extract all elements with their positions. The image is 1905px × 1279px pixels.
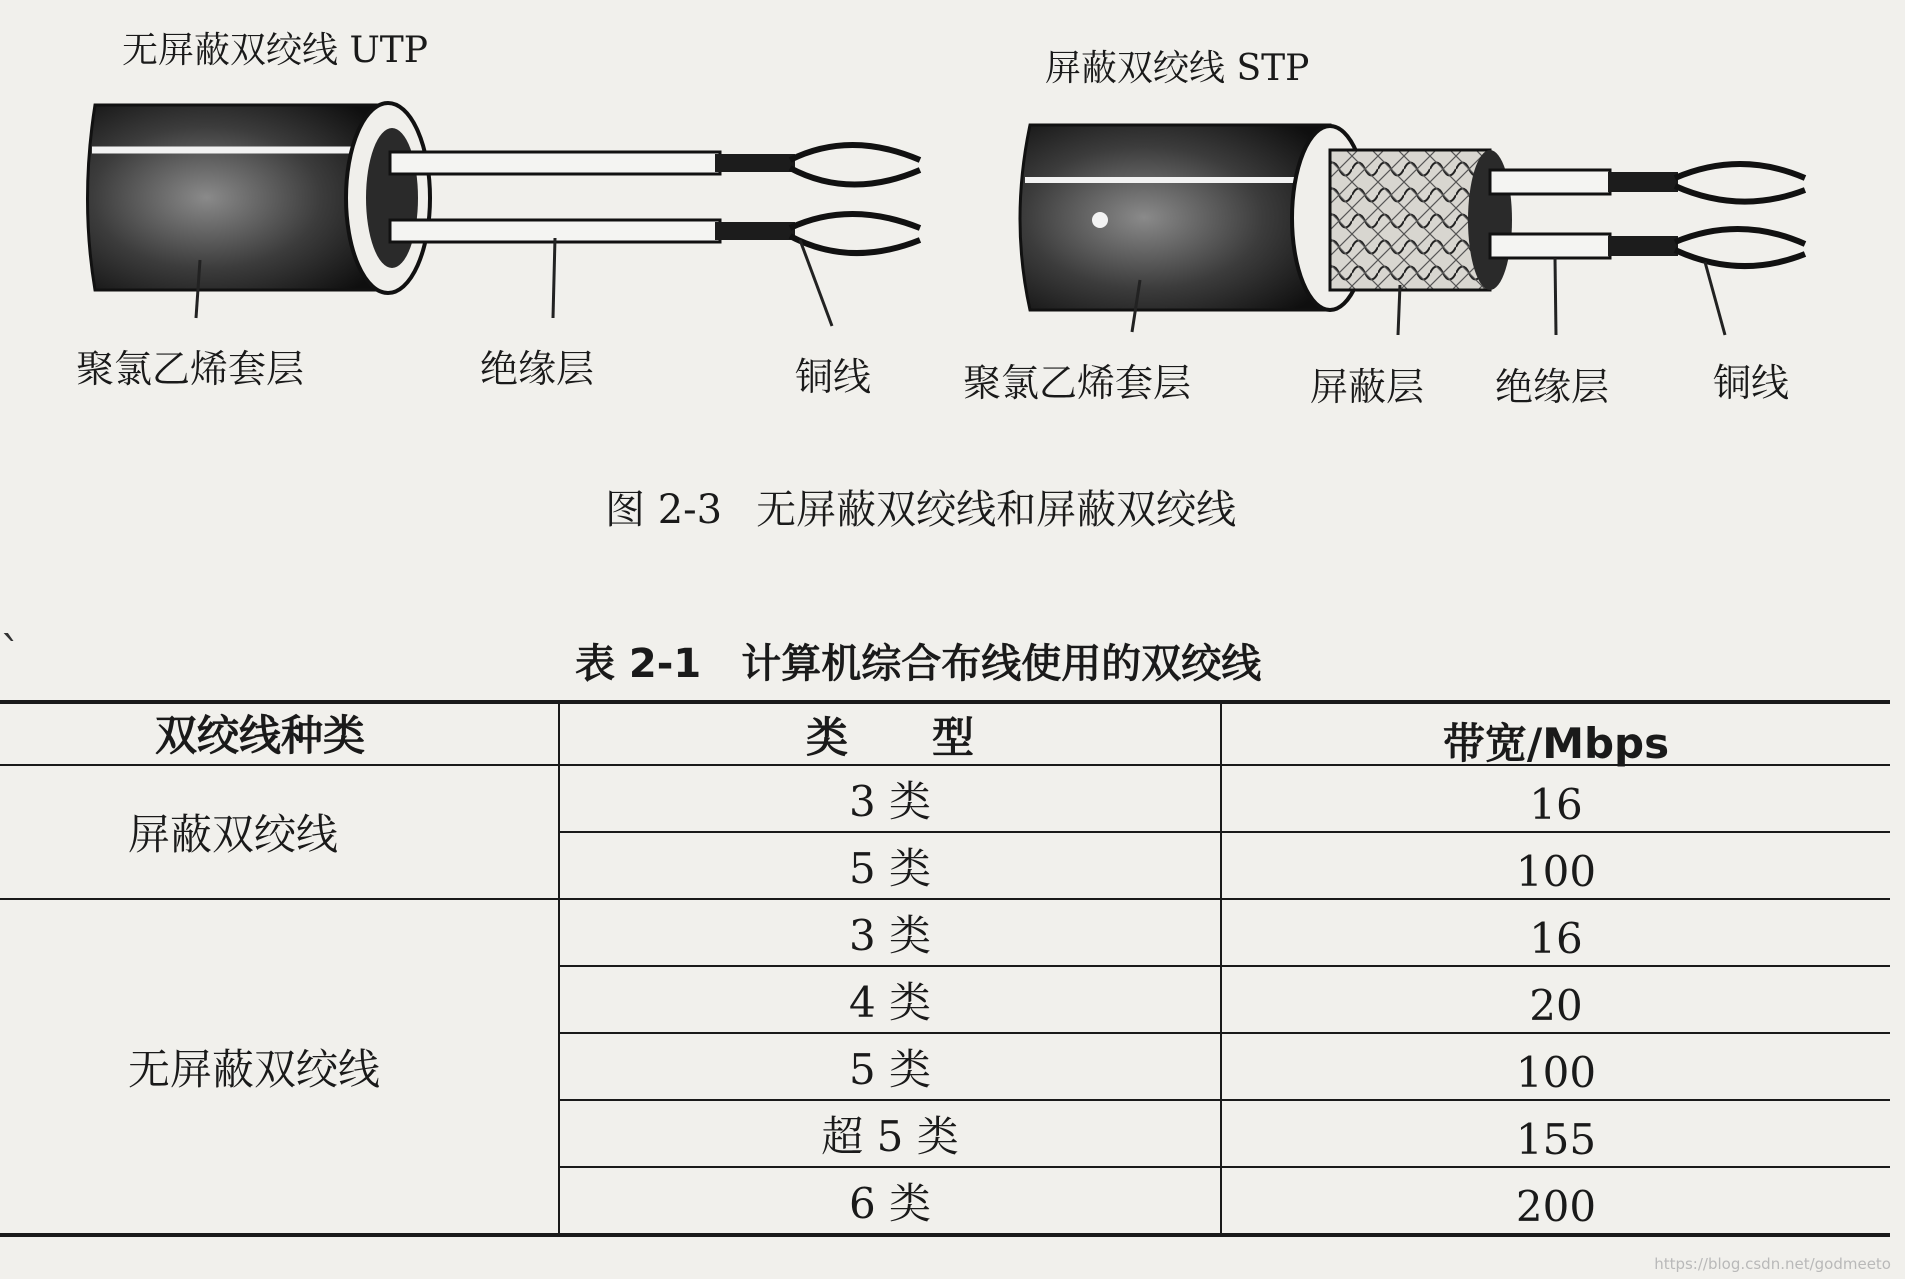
type-cell: 3 类 (848, 776, 932, 826)
type-cell: 超 5 类 (821, 1111, 959, 1161)
header-cable-kind: 双绞线种类 (154, 711, 365, 760)
bandwidth-cell: 100 (1515, 1048, 1597, 1097)
type-cell: 3 类 (848, 910, 932, 960)
utp-label-jacket: 聚氯乙烯套层 (76, 347, 305, 391)
stp-label-jacket: 聚氯乙烯套层 (963, 361, 1192, 405)
stp-cable-drawing (1020, 125, 1805, 335)
type-cell: 4 类 (848, 977, 932, 1027)
twisted-pair-table (0, 700, 1895, 1248)
utp-label-insulation: 绝缘层 (480, 347, 595, 391)
bandwidth-cell: 155 (1515, 1115, 1597, 1164)
cable-figure (0, 0, 1905, 470)
header-type: 类 型 (805, 713, 974, 762)
header-bandwidth: 带宽/Mbps (1442, 719, 1670, 768)
bandwidth-cell: 20 (1529, 981, 1583, 1030)
bandwidth-cell: 200 (1515, 1182, 1597, 1231)
category-cell: 屏蔽双绞线 (128, 810, 339, 859)
utp-label-copper: 铜线 (795, 355, 872, 399)
figure-caption (605, 478, 1236, 535)
watermark: https://blog.csdn.net/godmeeto (1654, 1255, 1891, 1273)
page-edge-fragment: ˋ (0, 628, 22, 679)
type-cell: 5 类 (848, 1044, 932, 1094)
utp-title: 无屏蔽双绞线 UTP (122, 30, 429, 71)
stp-title: 屏蔽双绞线 STP (1045, 48, 1310, 89)
bandwidth-cell: 100 (1515, 847, 1597, 896)
table-caption (575, 632, 1261, 689)
figure-caption-number: 图 2-3 (605, 487, 723, 533)
bandwidth-cell: 16 (1529, 914, 1583, 963)
stp-label-copper: 铜线 (1713, 361, 1790, 405)
utp-cable-drawing (88, 103, 921, 326)
category-cell: 无屏蔽双绞线 (128, 1044, 381, 1094)
type-cell: 5 类 (848, 843, 932, 893)
table-caption-number: 表 2-1 (575, 641, 702, 687)
table-caption-text: 计算机综合布线使用的双绞线 (741, 641, 1262, 687)
stp-label-shield: 屏蔽层 (1310, 365, 1425, 409)
stp-label-insulation: 绝缘层 (1495, 365, 1610, 409)
bandwidth-cell: 16 (1529, 780, 1583, 829)
figure-caption-text: 无屏蔽双绞线和屏蔽双绞线 (756, 487, 1237, 533)
type-cell: 6 类 (848, 1178, 932, 1228)
